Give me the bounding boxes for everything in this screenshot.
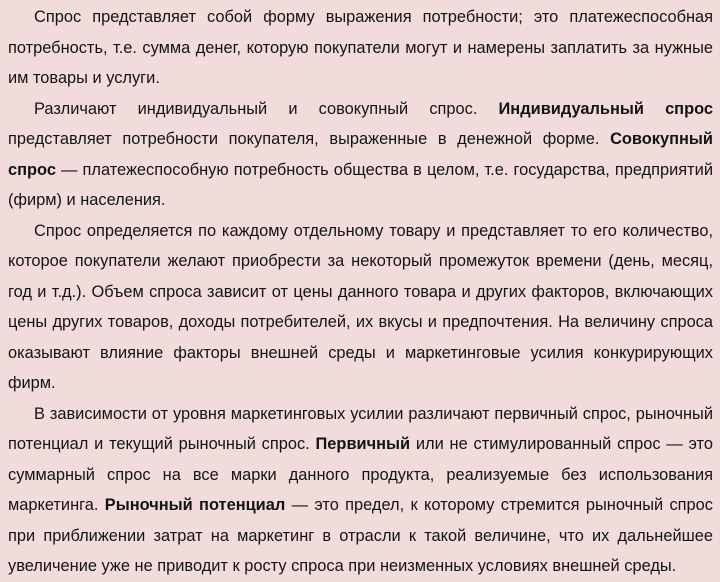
text-segment: — платежеспособную потребность общества в целом, т.е. государства, предприятий (фирм) и населения.: [8, 160, 713, 209]
paragraph: [8, 216, 713, 399]
text-segment: В зависимости от уровня маркетинговых усилии различают первичный спрос, рыночный потенциал и текущий рыночный спрос.: [8, 404, 713, 453]
paragraph: [8, 94, 713, 216]
paragraph: [8, 2, 713, 94]
text-segment: — это предел, к которому стремится рыночный спрос при приближении затрат на маркетинг в отрасли к такой величине, что их дальнейшее увеличение уже не приводит к росту спроса при неизменных условиях внешней среды.: [8, 496, 713, 575]
paragraph: [8, 399, 713, 582]
bold-term: Совокупный спрос: [8, 130, 713, 179]
text-segment: Спрос определяется по каждому отдельному товару и представляет то его количество, которое покупатели желают приобрести за некоторый промежуток времени (день, месяц, год и т.д.). Объем спроса зависит от цены данного товара и других факторов, включающих цены других товаров, доходы потребителей, их вкусы и предпочтения. На величину спроса оказывают влияние факторы внешней среды и маркетинговые усилия конкурирующих фирм.: [8, 221, 713, 392]
bold-term: Рыночный потенциал: [104, 496, 286, 514]
text-segment: Спрос представляет собой форму выражения потребности; это платежеспособная потребность, т.е. сумма денег, которую покупатели могут и намерены заплатить за нужные им товары и услуги.: [8, 8, 713, 87]
bold-term: Индивидуальный спрос: [498, 99, 714, 118]
document-body: [8, 2, 713, 582]
bold-term: Первичный: [315, 435, 411, 453]
text-segment: или не стимулированный спрос — это суммарный спрос на все марки данного продукта, реализуемые без использования маркетинга.: [8, 435, 713, 514]
text-segment: Различают индивидуальный и совокупный спрос.: [34, 99, 499, 118]
text-segment: представляет потребности покупателя, выраженные в денежной форме.: [8, 130, 611, 148]
